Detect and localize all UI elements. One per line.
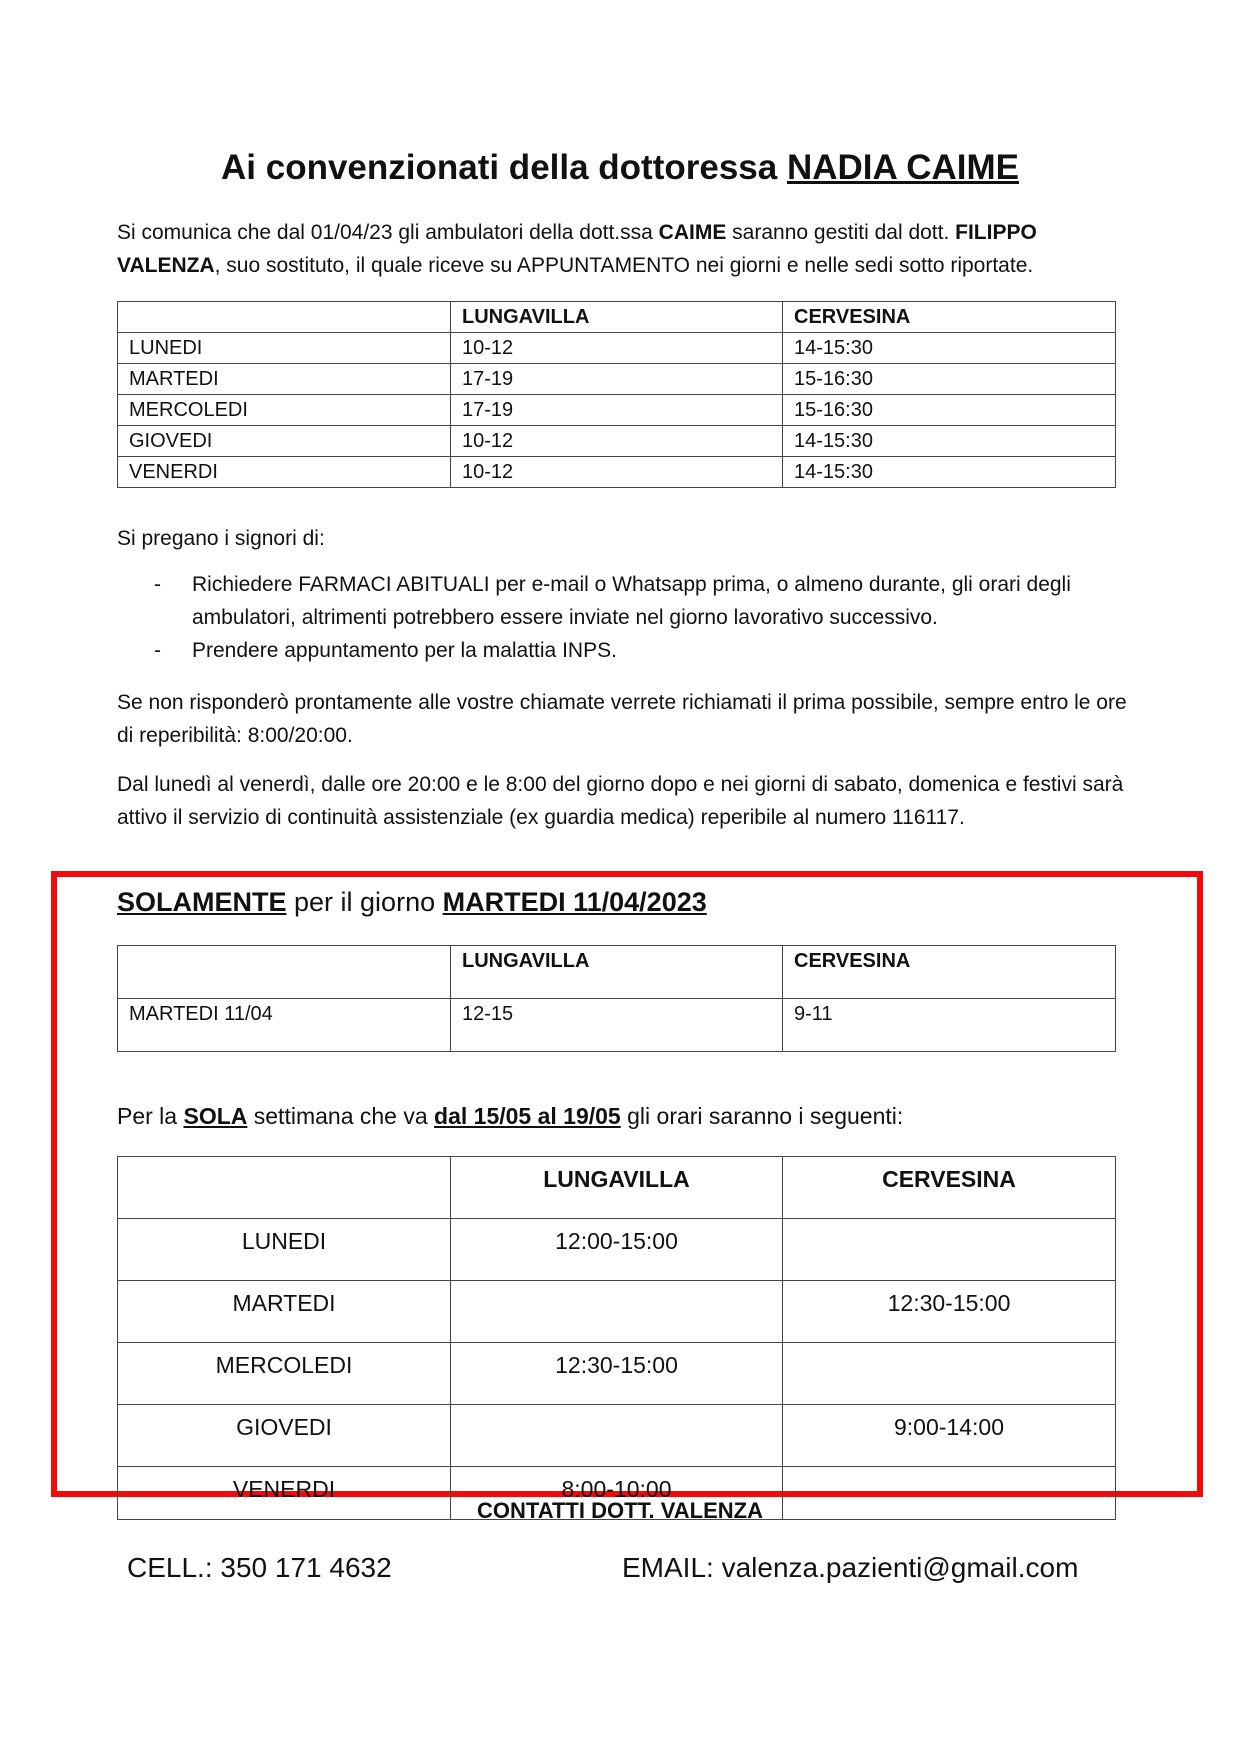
doctor-name: NADIA CAIME xyxy=(786,148,1019,187)
table-row xyxy=(118,333,1116,364)
special-week-heading: Per la SOLA settimana che va dal 15/05 al 19/05 gli orari saranno i seguenti: xyxy=(117,1103,904,1129)
contacts-heading: CONTATTI DOTT. VALENZA xyxy=(477,1498,763,1523)
requests-lead: Si pregano i signori di: xyxy=(117,527,325,550)
table-cell: GIOVEDI xyxy=(118,1405,451,1467)
table-row xyxy=(118,364,1116,395)
reachability-paragraph: Se non risponderò prontamente alle vostre chiamate verrete richiamati il prima possibile, sempre entro le ore di reperibilità: 8:00/20:00. xyxy=(117,691,1127,747)
list-item: - Richiedere FARMACI ABITUALI per e-mail o Whatsapp prima, o almeno durante, gli orari degli ambulatori, altrimenti potrebbero essere inviate nel giorno lavorativo successivo. xyxy=(117,568,1127,634)
table-row xyxy=(118,457,1116,488)
table-row xyxy=(118,395,1116,426)
table-cell xyxy=(451,1281,783,1343)
continuity-paragraph: Dal lunedì al venerdì, dalle ore 20:00 e le 8:00 del giorno dopo e nei giorni di sabato, domenica e festivi sarà attivo il servizio di continuità assistenziale (ex guardia medica) reperibile al numero 116117. xyxy=(117,773,1124,829)
table-row xyxy=(118,1219,1116,1281)
table-cell: MARTEDI xyxy=(118,364,451,395)
table-cell xyxy=(783,1219,1116,1281)
table-cell: MERCOLEDI xyxy=(118,395,451,426)
table-header-cell: CERVESINA xyxy=(783,302,1116,333)
table-cell: 12:30-15:00 xyxy=(451,1343,783,1405)
table-cell: VENERDI xyxy=(118,1467,451,1520)
table-cell: 17-19 xyxy=(451,395,783,426)
page-title: Ai convenzionati della dottoressa NADIA CAIME xyxy=(221,148,1019,187)
table-cell: LUNEDI xyxy=(118,1219,451,1281)
table-cell: MARTEDI xyxy=(118,1281,451,1343)
special-day-table xyxy=(117,945,1116,1052)
table-header-cell: CERVESINA xyxy=(783,1157,1116,1219)
table-header-cell: LUNGAVILLA xyxy=(451,302,783,333)
table-cell: 14-15:30 xyxy=(783,333,1116,364)
table-header-row xyxy=(118,1157,1116,1219)
table-cell: 15-16:30 xyxy=(783,395,1116,426)
table-cell: 14-15:30 xyxy=(783,426,1116,457)
table-cell: 9:00-14:00 xyxy=(783,1405,1116,1467)
special-day-heading: SOLAMENTE per il giorno MARTEDI 11/04/2023 xyxy=(117,887,707,917)
table-cell xyxy=(783,1343,1116,1405)
requests-list xyxy=(117,568,1127,667)
table-header-cell xyxy=(118,302,451,333)
table-row xyxy=(118,1281,1116,1343)
phone-number: CELL.: 350 171 4632 xyxy=(127,1552,392,1583)
table-header-cell: CERVESINA xyxy=(783,946,1116,999)
table-cell: 12-15 xyxy=(451,999,783,1052)
table-header-cell: LUNGAVILLA xyxy=(451,946,783,999)
table-cell: 17-19 xyxy=(451,364,783,395)
table-cell xyxy=(451,1405,783,1467)
table-row xyxy=(118,1405,1116,1467)
table-cell: GIOVEDI xyxy=(118,426,451,457)
table-cell: MERCOLEDI xyxy=(118,1343,451,1405)
weekly-schedule-table xyxy=(117,301,1116,488)
table-cell: 15-16:30 xyxy=(783,364,1116,395)
table-cell: 14-15:30 xyxy=(783,457,1116,488)
email-address: EMAIL: valenza.pazienti@gmail.com xyxy=(622,1552,1079,1583)
list-item: - Prendere appuntamento per la malattia INPS. xyxy=(117,634,1127,667)
table-header-cell: LUNGAVILLA xyxy=(451,1157,783,1219)
table-cell: 8:00-10:00 xyxy=(451,1467,783,1520)
table-cell: MARTEDI 11/04 xyxy=(118,999,451,1052)
special-week-table xyxy=(117,1156,1116,1520)
table-cell: 12:30-15:00 xyxy=(783,1281,1116,1343)
table-row xyxy=(118,426,1116,457)
table-cell: 9-11 xyxy=(783,999,1116,1052)
table-row xyxy=(118,1343,1116,1405)
table-header-cell xyxy=(118,946,451,999)
table-header-cell xyxy=(118,1157,451,1219)
table-cell: VENERDI xyxy=(118,457,451,488)
table-cell: 10-12 xyxy=(451,426,783,457)
intro-paragraph: Si comunica che dal 01/04/23 gli ambulatori della dott.ssa CAIME saranno gestiti dal dott. FILIPPO VALENZA, suo sostituto, il quale riceve su APPUNTAMENTO nei giorni e nelle sedi sotto riportate. xyxy=(117,221,1037,277)
table-cell: 10-12 xyxy=(451,333,783,364)
table-header-row xyxy=(118,946,1116,999)
table-header-row xyxy=(118,302,1116,333)
table-cell: 12:00-15:00 xyxy=(451,1219,783,1281)
table-cell: 10-12 xyxy=(451,457,783,488)
table-row xyxy=(118,999,1116,1052)
table-cell: LUNEDI xyxy=(118,333,451,364)
